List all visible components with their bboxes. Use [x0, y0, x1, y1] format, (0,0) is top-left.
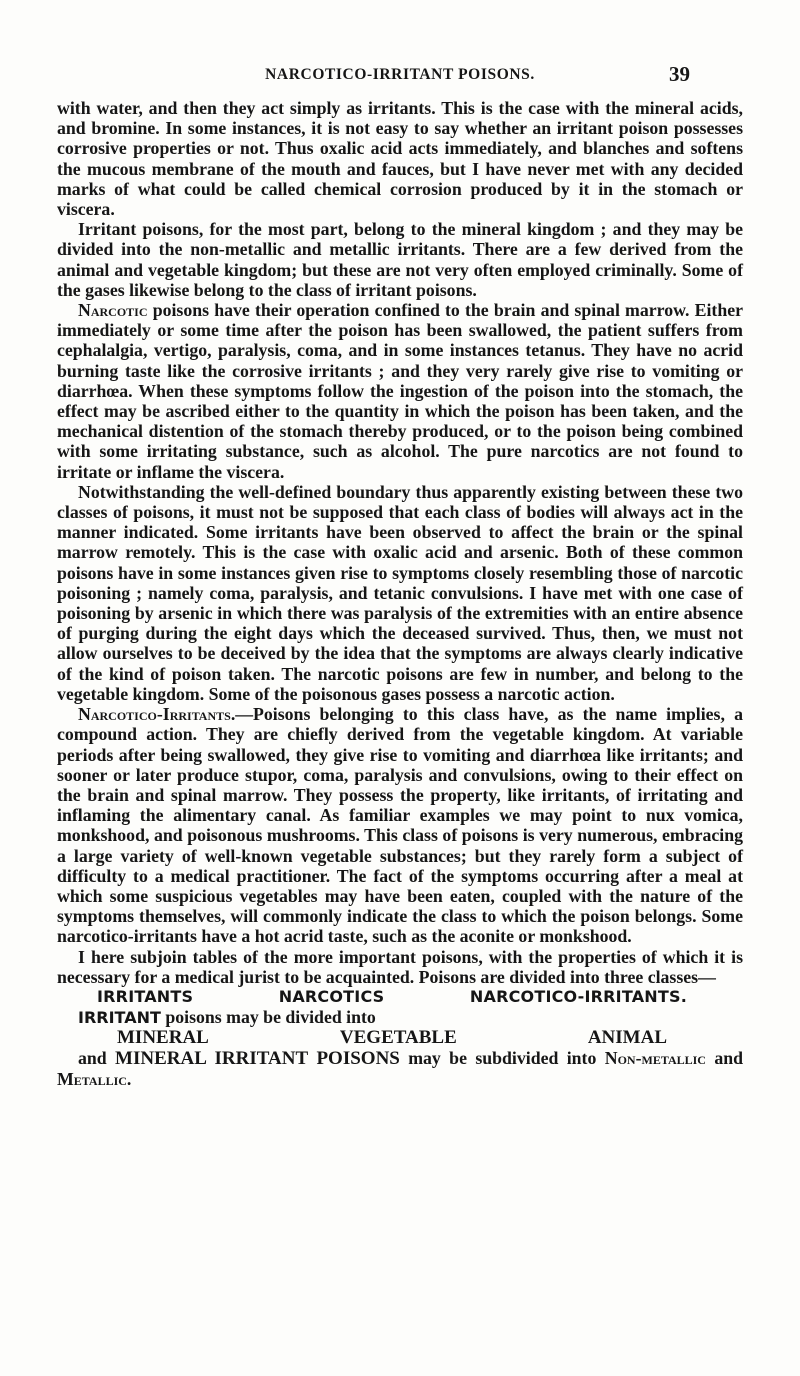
irritant-division-text: poisons may be divided into: [160, 1006, 376, 1027]
non-metallic-label: Non-metallic: [604, 1048, 706, 1069]
paragraph-tables-intro: I here subjoin tables of the more important poisons, with the properties of which it is necessary for a medical jurist to be acquainted. Poisons are divided into three classes—: [57, 946, 743, 987]
irritant-division-line: [57, 1007, 743, 1028]
paragraph-irritant-poisons: Irritant poisons, for the most part, belong to the mineral kingdom ; and they may be divided into the non-metallic and metallic irritants. There are a few derived from the animal and vegetable kingdom; but these are not very often employed criminally. Some of the gases likewise belong to the class of irritant poisons.: [57, 219, 743, 300]
paragraph-narcotic: [57, 300, 743, 482]
mineral-irritant-label: MINERAL IRRITANT POISONS: [115, 1048, 400, 1070]
irritant-kinds-row: [117, 1028, 667, 1048]
mineral-and: and: [705, 1048, 743, 1069]
kind-animal: ANIMAL: [587, 1027, 667, 1049]
mineral-subdivision-line: [57, 1048, 743, 1089]
running-head: [0, 62, 800, 90]
irritant-label: IRRITANT: [78, 1007, 161, 1027]
page-body: [57, 98, 743, 1090]
narcotico-irritants-text: —Poisons belonging to this class have, as the name implies, a compound action. They are chiefly derived from the vegetable kingdom. At variable periods after being swallowed, they give rise to vomiting and diarrhœa like irritants; and sooner or later produce stupor, coma, paralysis and convulsions, owing to their effect on the brain and spinal marrow. They possess the property, like irritants, of irritating and inflaming the alimentary canal. As familiar examples we may point to nux vomica, monkshood, and poisonous mushrooms. This class of poisons is very numerous, embracing a large variety of well-known vegetable substances; but they rarely form a subject of difficulty to a medical practitioner. The fact of the symptoms occurring after a meal at which some suspicious vegetables may have been eaten, coupled with the nature of the symptoms themselves, will commonly indicate the class to which the poison belongs. Some narcotico-irritants have a hot acrid taste, such as the aconite or monkshood.: [57, 704, 743, 947]
class-narcotico-irritants: NARCOTICO-IRRITANTS.: [469, 986, 687, 1006]
mineral-mid: may be subdivided into: [399, 1048, 605, 1069]
mineral-pre: and: [78, 1048, 116, 1069]
narcotic-heading: Narcotic: [78, 300, 148, 321]
running-title: NARCOTICO-IRRITANT POISONS.: [265, 66, 535, 83]
narcotic-text: poisons have their operation confined to the brain and spinal marrow. Either immediately or some time after the poison has been swallowed, the patient suffers from cephalalgia, vertigo, paralysis, coma, and in some instances tetanus. They have no acrid burning taste like the corrosive irritants ; and they very rarely give rise to vomiting or diarrhœa. When these symptoms follow the ingestion of the poison into the stomach, the effect may be ascribed either to the quantity in which the poison has been taken, and the mechanical distention of the stomach thereby produced, or to the poison being combined with some irritating substance, such as alcohol. The pure narcotics are not found to irritate or inflame the viscera.: [57, 300, 743, 482]
kind-mineral: MINERAL: [117, 1027, 209, 1049]
page-number: 39: [669, 62, 690, 86]
metallic-label: Metallic.: [57, 1069, 132, 1090]
poison-classes-row: [97, 987, 687, 1007]
paragraph-continued: with water, and then they act simply as irritants. This is the case with the mineral acids, and bromine. In some instances, it is not easy to say whether an irritant poison possesses corrosive properties or not. Thus oxalic acid acts immediately, and blanches and softens the mucous membrane of the mouth and fauces, but I have never met with any decided marks of what could be called chemical corrosion produced by it in the stomach or viscera.: [57, 98, 743, 220]
class-narcotics: NARCOTICS: [278, 986, 385, 1006]
paragraph-narcotico-irritants: [57, 704, 743, 946]
paragraph-boundary: Notwithstanding the well-defined boundary thus apparently existing between these two classes of poisons, it must not be supposed that each class of bodies will always act in the manner indicated. Some irritants have been observed to affect the brain or the spinal marrow remotely. This is the case with oxalic acid and arsenic. Both of these common poisons have in some instances given rise to symptoms closely resembling those of narcotic poisoning ; namely coma, paralysis, and tetanic convulsions. I have met with one case of poisoning by arsenic in which there was paralysis of the extremities with an entire absence of purging during the eight days which the deceased survived. Thus, then, we must not allow ourselves to be deceived by the idea that the symptoms are always clearly indicative of the kind of poison taken. The narcotic poisons are few in number, and belong to the vegetable kingdom. Some of the poisonous gases possess a narcotic action.: [57, 481, 743, 704]
class-irritants: IRRITANTS: [97, 986, 194, 1006]
kind-vegetable: VEGETABLE: [339, 1027, 457, 1049]
narcotico-irritants-heading: Narcotico-Irritants.: [78, 704, 236, 725]
